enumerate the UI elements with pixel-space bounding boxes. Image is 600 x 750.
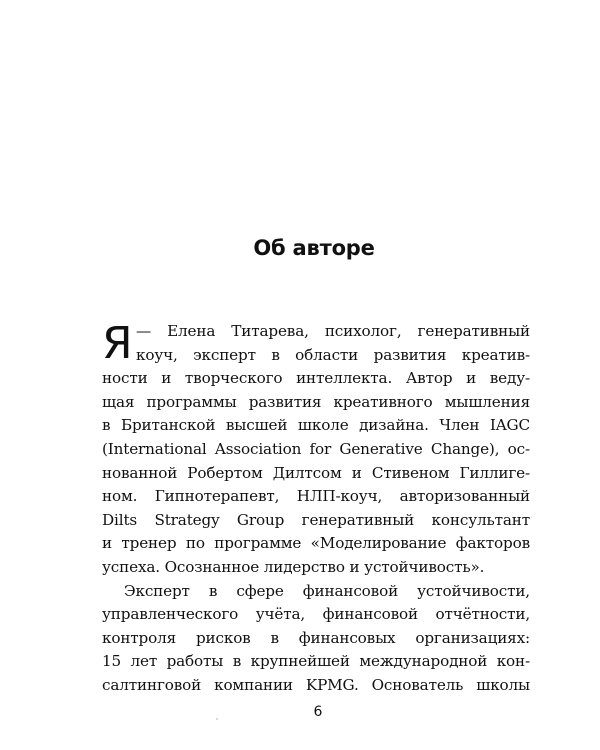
page-number: 6 (313, 704, 323, 720)
text-line: нованной Робертом Дилтсом и Стивеном Гиллиге- (102, 463, 530, 482)
text-line: Dilts Strategy Group генеративный консультант (102, 510, 530, 529)
scan-speck (216, 718, 218, 720)
text-line: салтинговой компании KPMG. Основатель школы (102, 675, 530, 694)
text-line: ности и творческого интеллекта. Автор и веду- (102, 369, 530, 388)
text-line: (International Association for Generative Change), ос- (102, 439, 530, 458)
text-line: и тренер по программе «Моделирование факторов (102, 534, 530, 553)
text-line: 15 лет работы в крупнейшей международной кон- (102, 652, 530, 671)
text-line: щая программы развития креативного мышления (102, 392, 530, 411)
text-line: Эксперт в сфере финансовой устойчивости, (124, 581, 530, 600)
paragraph-1 (102, 320, 530, 580)
text-line: управленческого учёта, финансовой отчётности, (102, 605, 530, 624)
text-line: в Британской высшей школе дизайна. Член IAGC (102, 416, 530, 435)
paragraph-2 (102, 580, 530, 698)
text-line: ном. Гипнотерапевт, НЛП-коуч, авторизованный (102, 487, 530, 506)
text-line: контроля рисков в финансовых организациях: (102, 628, 530, 647)
drop-cap: Я (102, 318, 133, 369)
body-text (102, 320, 530, 698)
page-title: Об авторе (253, 236, 375, 260)
text-line: — Елена Титарева, психолог, генеративный (136, 322, 530, 340)
text-line: коуч, эксперт в области развития креатив- (136, 345, 530, 364)
text-line: успеха. Осознанное лидерство и устойчивость». (102, 557, 485, 576)
